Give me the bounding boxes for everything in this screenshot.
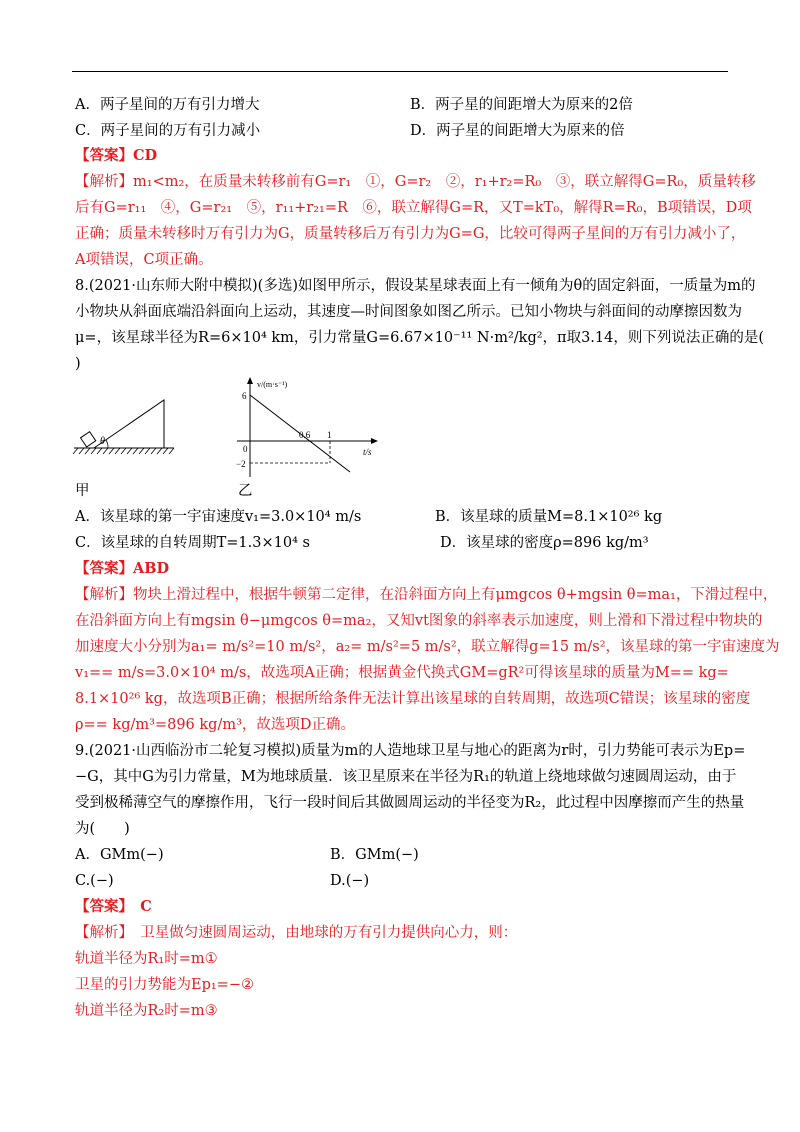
q7-answer: 【答案】CD <box>75 147 158 164</box>
q9-analysis-line: 轨道半径为R₂时=m③ <box>75 1003 218 1019</box>
block-icon <box>80 432 95 447</box>
incline-figure <box>70 390 180 470</box>
q8-option-a: A．该星球的第一宇宙速度v₁=3.0×10⁴ m/s <box>75 509 362 525</box>
q7-analysis-line: 正确；质量未转移时万有引力为G，质量转移后万有引力为G=G，比较可得两子星间的万有引力减小了， <box>75 226 746 242</box>
x-tick-0-6: 0.6 <box>299 430 311 440</box>
q7-option-c: C．两子星间的万有引力减小 <box>75 123 261 139</box>
q8-option-b: B．该星球的质量M=8.1×10²⁶ kg <box>435 509 663 525</box>
figure-caption-b: 乙 <box>238 483 253 499</box>
q9-analysis-line: 卫星的引力势能为Ep₁=−② <box>75 977 254 993</box>
q9-stem-line: 为( ) <box>75 821 130 837</box>
q9-option-c: C.(−) <box>75 873 114 889</box>
angle-label: θ <box>100 436 105 447</box>
q9-stem-line: 9.(2021·山西临汾市二轮复习模拟)质量为m的人造地球卫星与地心的距离为r时，引力势能可表示为Ep= <box>75 743 746 759</box>
q9-answer: 【答案】 C <box>75 898 152 915</box>
q8-analysis-line: v₁== m/s=3.0×10⁴ m/s，故选项A正确；根据黄金代换式GM=gR²可得该星球的质量为M== kg= <box>75 665 729 681</box>
y-tick-neg2: −2 <box>236 459 246 469</box>
figure-caption-a: 甲 <box>75 483 90 499</box>
q8-analysis-line: ρ== kg/m³=896 kg/m³，故选项D正确。 <box>75 717 356 733</box>
x-axis-label: t/s <box>363 447 372 457</box>
y-axis-label: v/(m·s⁻¹) <box>257 380 288 389</box>
q9-analysis-line: 轨道半径为R₁时=m① <box>75 951 218 967</box>
q7-option-d: D．两子星的间距增大为原来的倍 <box>410 123 625 139</box>
q8-option-d: D．该星球的密度ρ=896 kg/m³ <box>440 535 649 551</box>
y-tick-6: 6 <box>242 391 247 401</box>
q8-analysis-line: 【解析】物块上滑过程中，根据牛顿第二定律，在沿斜面方向上有μmgcos θ+mgsin θ=ma₁，下滑过程中， <box>75 587 778 603</box>
q8-option-c: C．该星球的自转周期T=1.3×10⁴ s <box>75 535 310 551</box>
q9-analysis-line: 【解析】 卫星做匀速圆周运动，由地球的万有引力提供向心力，则： <box>75 925 518 941</box>
q8-stem-line: 小物块从斜面底端沿斜面向上运动，其速度—时间图象如图乙所示。已知小物块与斜面间的动摩擦因数为 <box>75 304 742 320</box>
origin-label: 0 <box>243 444 248 454</box>
q8-analysis-line: 在沿斜面方向上有mgsin θ−μmgcos θ=ma₂，又知vt图象的斜率表示加速度，则上滑和下滑过程中物块的 <box>75 613 763 629</box>
q9-option-a: A．GMm(−) <box>75 847 164 863</box>
q8-stem-line: μ=，该星球半径为R=6×10⁴ km，引力常量G=6.67×10⁻¹¹ N·m²/kg²，π取3.14，则下列说法正确的是( <box>75 330 765 346</box>
q8-answer: 【答案】ABD <box>75 560 170 577</box>
q7-option-b: B．两子星的间距增大为原来的2倍 <box>410 97 633 113</box>
q8-analysis-line: 8.1×10²⁶ kg，故选项B正确；根据所给条件无法计算出该星球的自转周期，故选项C错误；该星球的密度 <box>75 691 751 707</box>
vt-graph <box>225 375 385 485</box>
q9-option-d: D.(−) <box>330 873 370 889</box>
q8-analysis-line: 加速度大小分别为a₁= m/s²=10 m/s²，a₂= m/s²=5 m/s²，联立解得g=15 m/s²，该星球的第一宇宙速度为 <box>75 639 780 655</box>
q8-stem-line: 8.(2021·山东师大附中模拟)(多选)如图甲所示，假设某星球表面上有一倾角为θ的固定斜面，一质量为m的 <box>75 278 756 294</box>
q7-analysis-line: 后有G=r₁₁ ④，G=r₂₁ ⑤，r₁₁+r₂₁=R ⑥，联立解得G=R，又T=kT₀，解得R=R₀，B项错误，D项 <box>75 200 752 216</box>
q9-stem-line: 受到极稀薄空气的摩擦作用，飞行一段时间后其做圆周运动的半径变为R₂，此过程中因摩擦而产生的热量 <box>75 795 745 811</box>
q7-analysis-line: 【解析】m₁<m₂，在质量未转移前有G=r₁ ①，G=r₂ ②，r₁+r₂=R₀ ③，联立解得G=R₀，质量转移 <box>75 174 756 190</box>
q8-stem-line: ) <box>75 356 81 372</box>
header-rule <box>72 71 728 72</box>
q9-option-b: B．GMm(−) <box>330 847 419 863</box>
x-tick-1: 1 <box>327 430 332 440</box>
q7-option-a: A．两子星间的万有引力增大 <box>75 97 260 113</box>
q7-analysis-line: A项错误，C项正确。 <box>75 252 213 268</box>
q9-stem-line: −G，其中G为引力常量，M为地球质量．该卫星原来在半径为R₁的轨道上绕地球做匀速圆周运动，由于 <box>75 769 737 785</box>
